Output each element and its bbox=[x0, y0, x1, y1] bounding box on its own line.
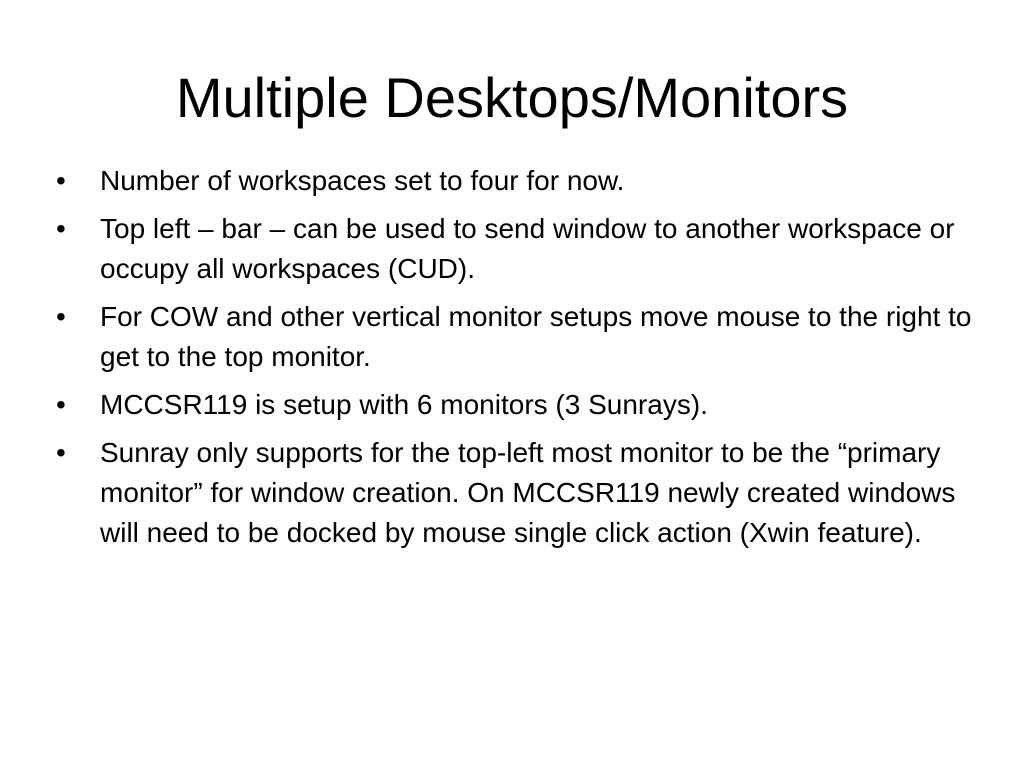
bullet-text: Number of workspaces set to four for now. bbox=[100, 165, 625, 196]
bullet-icon: • bbox=[56, 389, 66, 420]
bullet-item-vertical-monitors bbox=[56, 297, 976, 377]
bullet-text: For COW and other vertical monitor setups move mouse to the right to get to the top monitor. bbox=[100, 301, 972, 372]
bullet-icon: • bbox=[56, 213, 66, 244]
bullet-text: MCCSR119 is setup with 6 monitors (3 Sunrays). bbox=[100, 389, 708, 420]
bullet-icon: • bbox=[56, 437, 66, 468]
bullet-list bbox=[56, 161, 976, 561]
slide-title: Multiple Desktops/Monitors bbox=[175, 66, 849, 129]
bullet-icon: • bbox=[56, 165, 66, 196]
bullet-icon: • bbox=[56, 301, 66, 332]
bullet-text: Sunray only supports for the top-left most monitor to be the “primary monitor” for window creation. On MCCSR119 newly created windows will need to be docked by mouse single click action (Xwin feature). bbox=[100, 437, 956, 548]
bullet-item-sunray-primary-monitor bbox=[56, 433, 976, 553]
bullet-item-workspaces bbox=[56, 161, 976, 201]
bullet-item-top-left-bar bbox=[56, 209, 976, 289]
bullet-text: Top left – bar – can be used to send window to another workspace or occupy all workspaces (CUD). bbox=[100, 213, 955, 284]
bullet-item-mccsr119-setup bbox=[56, 385, 976, 425]
